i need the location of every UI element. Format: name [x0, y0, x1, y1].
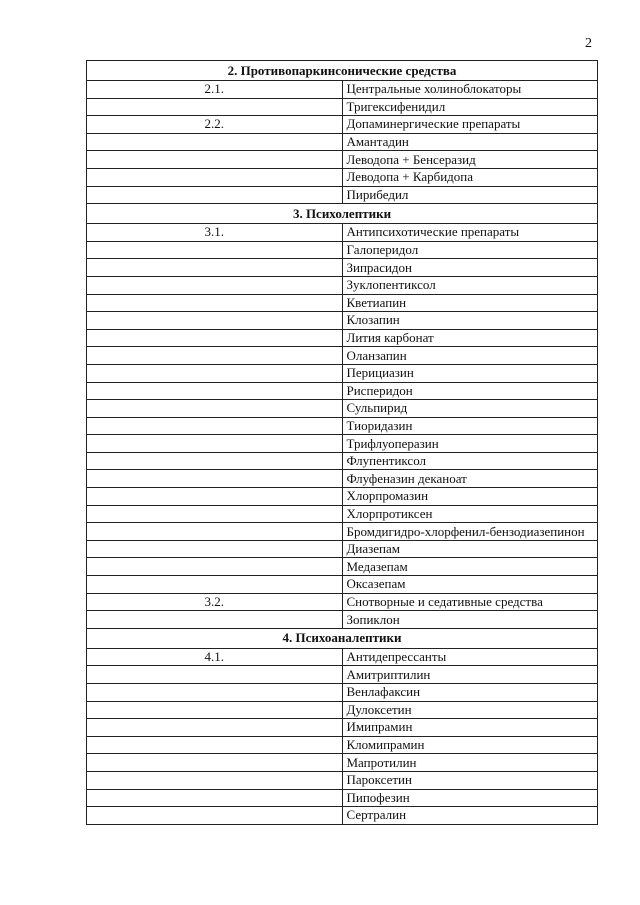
drug-name: Допаминергические препараты — [342, 116, 598, 134]
section-header-row — [87, 628, 598, 648]
table-row — [87, 754, 598, 772]
table-row — [87, 98, 598, 116]
table-row — [87, 224, 598, 242]
table-row — [87, 593, 598, 611]
drug-name: Тиоридазин — [342, 417, 598, 435]
section-title: 2. Противопаркинсонические средства — [87, 61, 598, 81]
item-number — [87, 719, 343, 737]
item-number — [87, 452, 343, 470]
drug-list-table — [86, 60, 598, 825]
drug-name: Амантадин — [342, 133, 598, 151]
item-number — [87, 807, 343, 825]
item-number — [87, 329, 343, 347]
drug-name: Диазепам — [342, 540, 598, 558]
item-number — [87, 684, 343, 702]
section-title: 3. Психолептики — [87, 204, 598, 224]
item-number — [87, 576, 343, 594]
table-row — [87, 347, 598, 365]
item-number — [87, 364, 343, 382]
table-row — [87, 488, 598, 506]
drug-name: Рисперидон — [342, 382, 598, 400]
drug-name: Леводопа + Карбидопа — [342, 168, 598, 186]
table-row — [87, 701, 598, 719]
table-row — [87, 470, 598, 488]
section-title: 4. Психоаналептики — [87, 628, 598, 648]
drug-name: Снотворные и седативные средства — [342, 593, 598, 611]
drug-name: Трифлуоперазин — [342, 435, 598, 453]
item-number: 4.1. — [87, 648, 343, 666]
item-number — [87, 435, 343, 453]
table-row — [87, 736, 598, 754]
table-row — [87, 452, 598, 470]
item-number — [87, 666, 343, 684]
drug-name: Центральные холиноблокаторы — [342, 81, 598, 99]
item-number — [87, 347, 343, 365]
drug-name: Венлафаксин — [342, 684, 598, 702]
table-row — [87, 151, 598, 169]
drug-name: Кломипрамин — [342, 736, 598, 754]
drug-name: Лития карбонат — [342, 329, 598, 347]
drug-name: Леводопа + Бенсеразид — [342, 151, 598, 169]
table-row — [87, 789, 598, 807]
table-row — [87, 241, 598, 259]
item-number — [87, 771, 343, 789]
item-number — [87, 736, 343, 754]
drug-name: Клозапин — [342, 312, 598, 330]
table-row — [87, 116, 598, 134]
table-row — [87, 417, 598, 435]
drug-name: Хлорпромазин — [342, 488, 598, 506]
drug-name: Хлорпротиксен — [342, 505, 598, 523]
item-number — [87, 558, 343, 576]
drug-name: Оланзапин — [342, 347, 598, 365]
table-row — [87, 81, 598, 99]
table-row — [87, 259, 598, 277]
drug-name: Зопиклон — [342, 611, 598, 629]
table-row — [87, 505, 598, 523]
item-number — [87, 523, 343, 541]
table-row — [87, 133, 598, 151]
item-number — [87, 98, 343, 116]
item-number — [87, 701, 343, 719]
item-number — [87, 186, 343, 204]
item-number — [87, 789, 343, 807]
item-number: 3.2. — [87, 593, 343, 611]
item-number — [87, 754, 343, 772]
drug-name: Галоперидол — [342, 241, 598, 259]
item-number — [87, 488, 343, 506]
drug-name: Флупентиксол — [342, 452, 598, 470]
drug-name: Кветиапин — [342, 294, 598, 312]
drug-name: Сульпирид — [342, 400, 598, 418]
table-row — [87, 523, 598, 541]
table-row — [87, 329, 598, 347]
drug-name: Мапротилин — [342, 754, 598, 772]
section-header-row — [87, 204, 598, 224]
table-row — [87, 186, 598, 204]
drug-name: Зуклопентиксол — [342, 276, 598, 294]
item-number — [87, 470, 343, 488]
table-row — [87, 558, 598, 576]
table-row — [87, 400, 598, 418]
drug-name: Имипрамин — [342, 719, 598, 737]
drug-name: Бромдигидро-хлорфенил-бензодиазепинон — [342, 523, 598, 541]
item-number — [87, 400, 343, 418]
table-row — [87, 312, 598, 330]
drug-name: Дулоксетин — [342, 701, 598, 719]
item-number: 2.2. — [87, 116, 343, 134]
table-row — [87, 807, 598, 825]
table-row — [87, 666, 598, 684]
item-number — [87, 611, 343, 629]
item-number — [87, 540, 343, 558]
item-number — [87, 259, 343, 277]
table-row — [87, 576, 598, 594]
drug-name: Антидепрессанты — [342, 648, 598, 666]
table-row — [87, 168, 598, 186]
item-number — [87, 294, 343, 312]
table-row — [87, 276, 598, 294]
drug-name: Пирибедил — [342, 186, 598, 204]
item-number — [87, 382, 343, 400]
item-number: 2.1. — [87, 81, 343, 99]
table-body — [87, 61, 598, 825]
table-row — [87, 540, 598, 558]
table-row — [87, 611, 598, 629]
item-number — [87, 505, 343, 523]
table-row — [87, 684, 598, 702]
item-number — [87, 133, 343, 151]
drug-name: Тригексифенидил — [342, 98, 598, 116]
page-number: 2 — [585, 36, 592, 51]
drug-name: Флуфеназин деканоат — [342, 470, 598, 488]
item-number — [87, 276, 343, 294]
table-row — [87, 364, 598, 382]
drug-name: Пипофезин — [342, 789, 598, 807]
table-row — [87, 648, 598, 666]
item-number: 3.1. — [87, 224, 343, 242]
item-number — [87, 151, 343, 169]
item-number — [87, 312, 343, 330]
drug-name: Антипсихотические препараты — [342, 224, 598, 242]
item-number — [87, 417, 343, 435]
item-number — [87, 168, 343, 186]
table-row — [87, 294, 598, 312]
table-row — [87, 435, 598, 453]
table-row — [87, 719, 598, 737]
table-row — [87, 382, 598, 400]
table-row — [87, 771, 598, 789]
drug-name: Оксазепам — [342, 576, 598, 594]
drug-name: Сертралин — [342, 807, 598, 825]
item-number — [87, 241, 343, 259]
drug-name: Амитриптилин — [342, 666, 598, 684]
drug-name: Медазепам — [342, 558, 598, 576]
section-header-row — [87, 61, 598, 81]
drug-name: Пароксетин — [342, 771, 598, 789]
drug-name: Перициазин — [342, 364, 598, 382]
drug-name: Зипрасидон — [342, 259, 598, 277]
